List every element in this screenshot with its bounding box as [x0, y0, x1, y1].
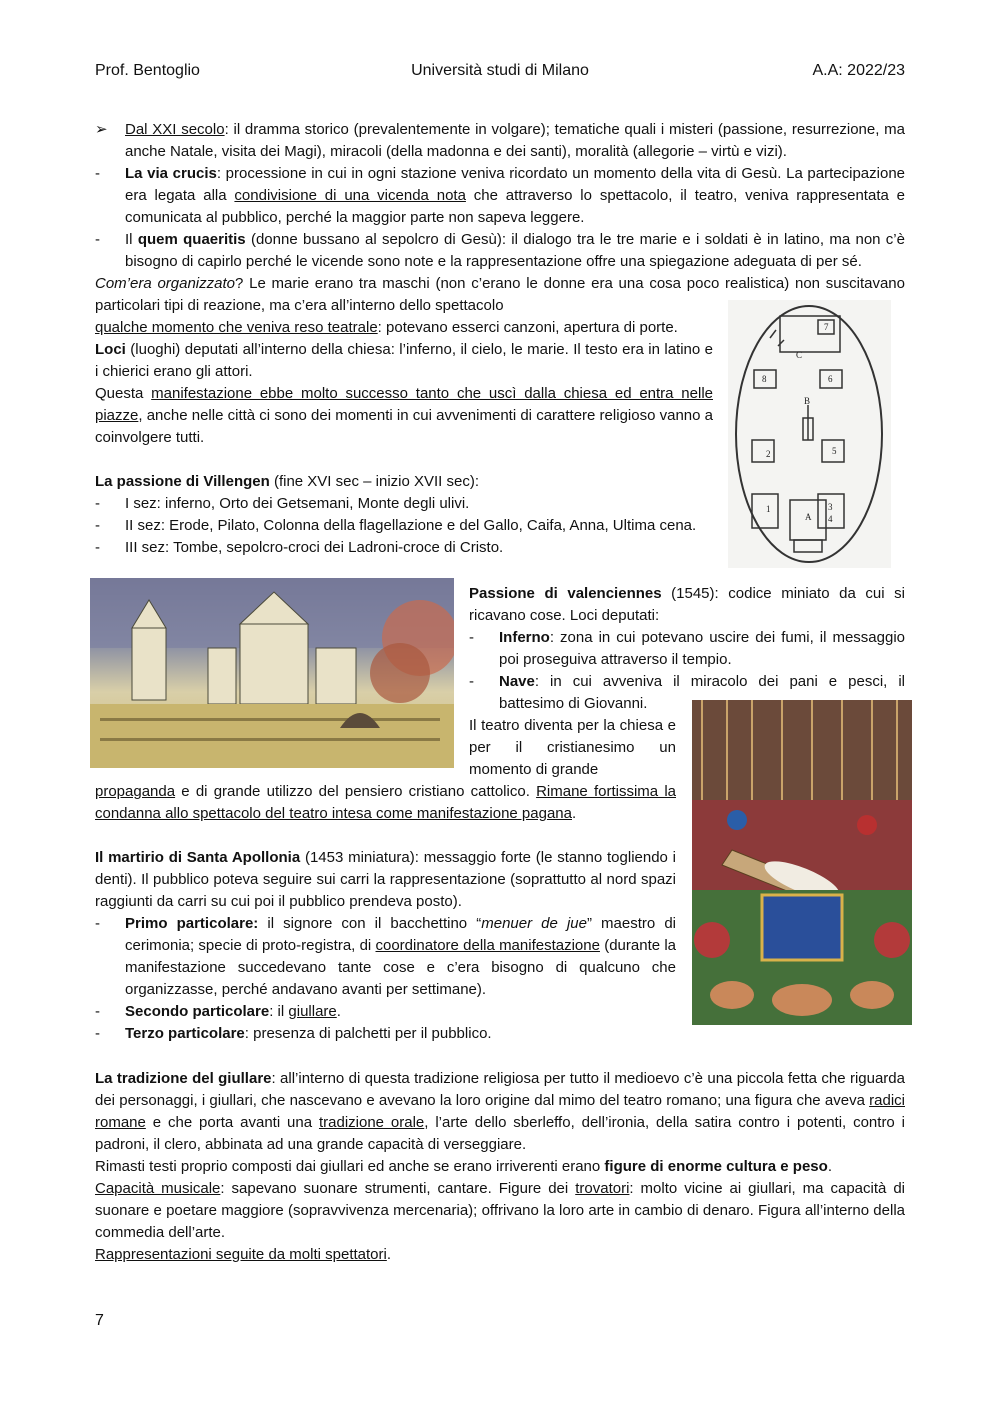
list-item: - Secondo particolare: il giullare. — [95, 1003, 341, 1020]
stage-label-5: 5 — [832, 446, 837, 456]
list-item: - Nave: in cui avveniva il miracolo dei pani e pesci, il battesimo di Giovanni. — [469, 673, 905, 712]
villengen-section — [95, 471, 725, 559]
giullare-paragraph: La tradizione del giullare: all’interno di questa tradizione religiosa per tutto il medioevo c’è una piccola fetta che riguarda dei personaggi, i giullari, che nascevano e avevano la loro origine dal mimo del teatro romano; una figura che aveva radici romane e che porta avanti una tradizione orale, l’arte dello sberleffo, dell’ironia, della satira contro i potenti, contro i padroni, il clero, abbinata ad una grande capacità di verseggiare. — [95, 1070, 905, 1153]
header-academic-year: A.A: 2022/23 — [812, 62, 905, 79]
stage-label-1: 1 — [766, 504, 771, 514]
apollonia-section — [95, 847, 676, 1045]
dash-bullet: - — [95, 165, 100, 182]
stage-label-4: 4 — [828, 514, 833, 524]
teatro-paragraph-start: Il teatro diventa per la chiesa e per il cristianesimo un momento di grande — [469, 717, 676, 778]
valenciennes-miniature-image — [90, 578, 454, 768]
stage-label-c: C — [796, 350, 803, 360]
santa-apollonia-miniature-image — [692, 700, 912, 1025]
stage-label-7: 7 — [824, 322, 829, 332]
stage-label-b: B — [804, 396, 811, 406]
arrow-bullet-icon: ➢ — [95, 121, 108, 138]
dash-bullet: - — [95, 231, 100, 248]
rappresentazioni-paragraph: Rappresentazioni seguite da molti spettatori. — [95, 1246, 392, 1263]
list-item: - Il quem quaeritis (donne bussano al sepolcro di Gesù): il dialogo tra le tre marie e i soldati è in latino, ma non c’è bisogno di capirlo perché le vicende sono note e la rappresentazione offre una spiegazione adeguata di per sé. — [95, 231, 905, 270]
stage-label-6: 6 — [828, 374, 833, 384]
valenciennes-section — [469, 583, 905, 715]
loci-paragraph: Loci (luoghi) deputati all’interno della chiesa: l’inferno, il cielo, le marie. Il testo era in latino e i chierici erano gli attori. — [95, 341, 713, 380]
musicale-paragraph: Capacità musicale: sapevano suonare strumenti, cantare. Figure dei trovatori: molto vicine ai giullari, ma capacità di suonare e poetare maggiore (sopravvivenza mercenaria); offrivano la loro arte in cambio di denaro. Figura all’interno della commedia dell’arte. — [95, 1180, 906, 1241]
stage-label-a: A — [805, 512, 812, 522]
list-item: - III sez: Tombe, sepolcro-croci dei Ladroni-croce di Cristo. — [95, 539, 504, 556]
apollonia-heading: Il martirio di Santa Apollonia (1453 miniatura): messaggio forte (le stanno togliendo i denti). Il pubblico poteva seguire sui carri la rappresentazione (soprattutto al nord spazi raggiunti da carri su cui poi il pubblico prendeva posto). — [95, 849, 676, 910]
stage-label-8: 8 — [762, 374, 767, 384]
organizzato-paragraph: Com’era organizzato? Le marie erano tra maschi (non c’erano le donne era una cosa poco realistica) non suscitavano particolari tipi di reazione, ma c’era all’interno dello spettacolo — [95, 275, 905, 314]
villengen-heading: La passione di Villengen (fine XVI sec – inizio XVII sec): — [95, 473, 480, 490]
page-header — [95, 60, 905, 82]
stage-plan-image — [728, 300, 891, 568]
header-author: Prof. Bentoglio — [95, 62, 200, 79]
list-item: - La via crucis: processione in cui in ogni stazione veniva ricordato un momento della vita di Gesù. La partecipazione era legata alla condivisione di una vicenda nota che attraverso lo spettacolo, il teatro, veniva rappresentata e comunicata al pubblico, perché la maggior parte non sapeva leggere. — [95, 165, 906, 226]
questa-paragraph: Questa manifestazione ebbe molto successo tanto che uscì dalla chiesa ed entra nelle piazze, anche nelle città ci sono dei momenti in cui avvenimenti di carattere religioso vanno a coinvolgere tutti. — [95, 385, 713, 446]
organizzato-continuation: qualche momento che veniva reso teatrale: potevano esserci canzoni, apertura di porte. — [95, 319, 678, 336]
list-item: - II sez: Erode, Pilato, Colonna della flagellazione e del Gallo, Caifa, Anna, Ultima cena. — [95, 517, 697, 534]
stage-label-2: 2 — [766, 449, 771, 459]
valenciennes-heading: Passione di valenciennes (1545): codice miniato da cui si ricavano cose. Loci deputati: — [469, 585, 905, 624]
rimasti-paragraph: Rimasti testi proprio composti dai giullari ed anche se erano irriverenti erano figure di enorme cultura e peso. — [95, 1158, 832, 1175]
list-item: - Inferno: zona in cui potevano uscire dei fumi, il messaggio poi proseguiva attraverso il tempio. — [469, 629, 905, 668]
header-university: Università studi di Milano — [411, 62, 589, 79]
giullare-section — [95, 1068, 905, 1266]
list-item: - Primo particolare: il signore con il bacchettino “menuer de jue” maestro di cerimonia; specie di proto-registra, di coordinatore della manifestazione (durante la manifestazione succedevano tante cose e c’era bisogno di qualcuno che organizzasse, perché andavano avanti per settimane). — [95, 915, 677, 998]
stage-label-3: 3 — [828, 502, 833, 512]
page-number: 7 — [95, 1312, 104, 1329]
intro-list — [95, 119, 905, 273]
list-item: ➢ Dal XXI secolo: il dramma storico (prevalentemente in volgare); tematiche quali i misteri (passione, resurrezione, ma anche Natale, visita dei Magi), miracoli (della madonna e dei santi), moralità (allegorie – virtù e vizi). — [95, 121, 905, 160]
list-item: - Terzo particolare: presenza di palchetti per il pubblico. — [95, 1025, 492, 1042]
list-item: - I sez: inferno, Orto dei Getsemani, Monte degli ulivi. — [95, 495, 470, 512]
teatro-paragraph: propaganda e di grande utilizzo del pensiero cristiano cattolico. Rimane fortissima la condanna allo spettacolo del teatro intesa come manifestazione pagana. — [95, 783, 676, 822]
